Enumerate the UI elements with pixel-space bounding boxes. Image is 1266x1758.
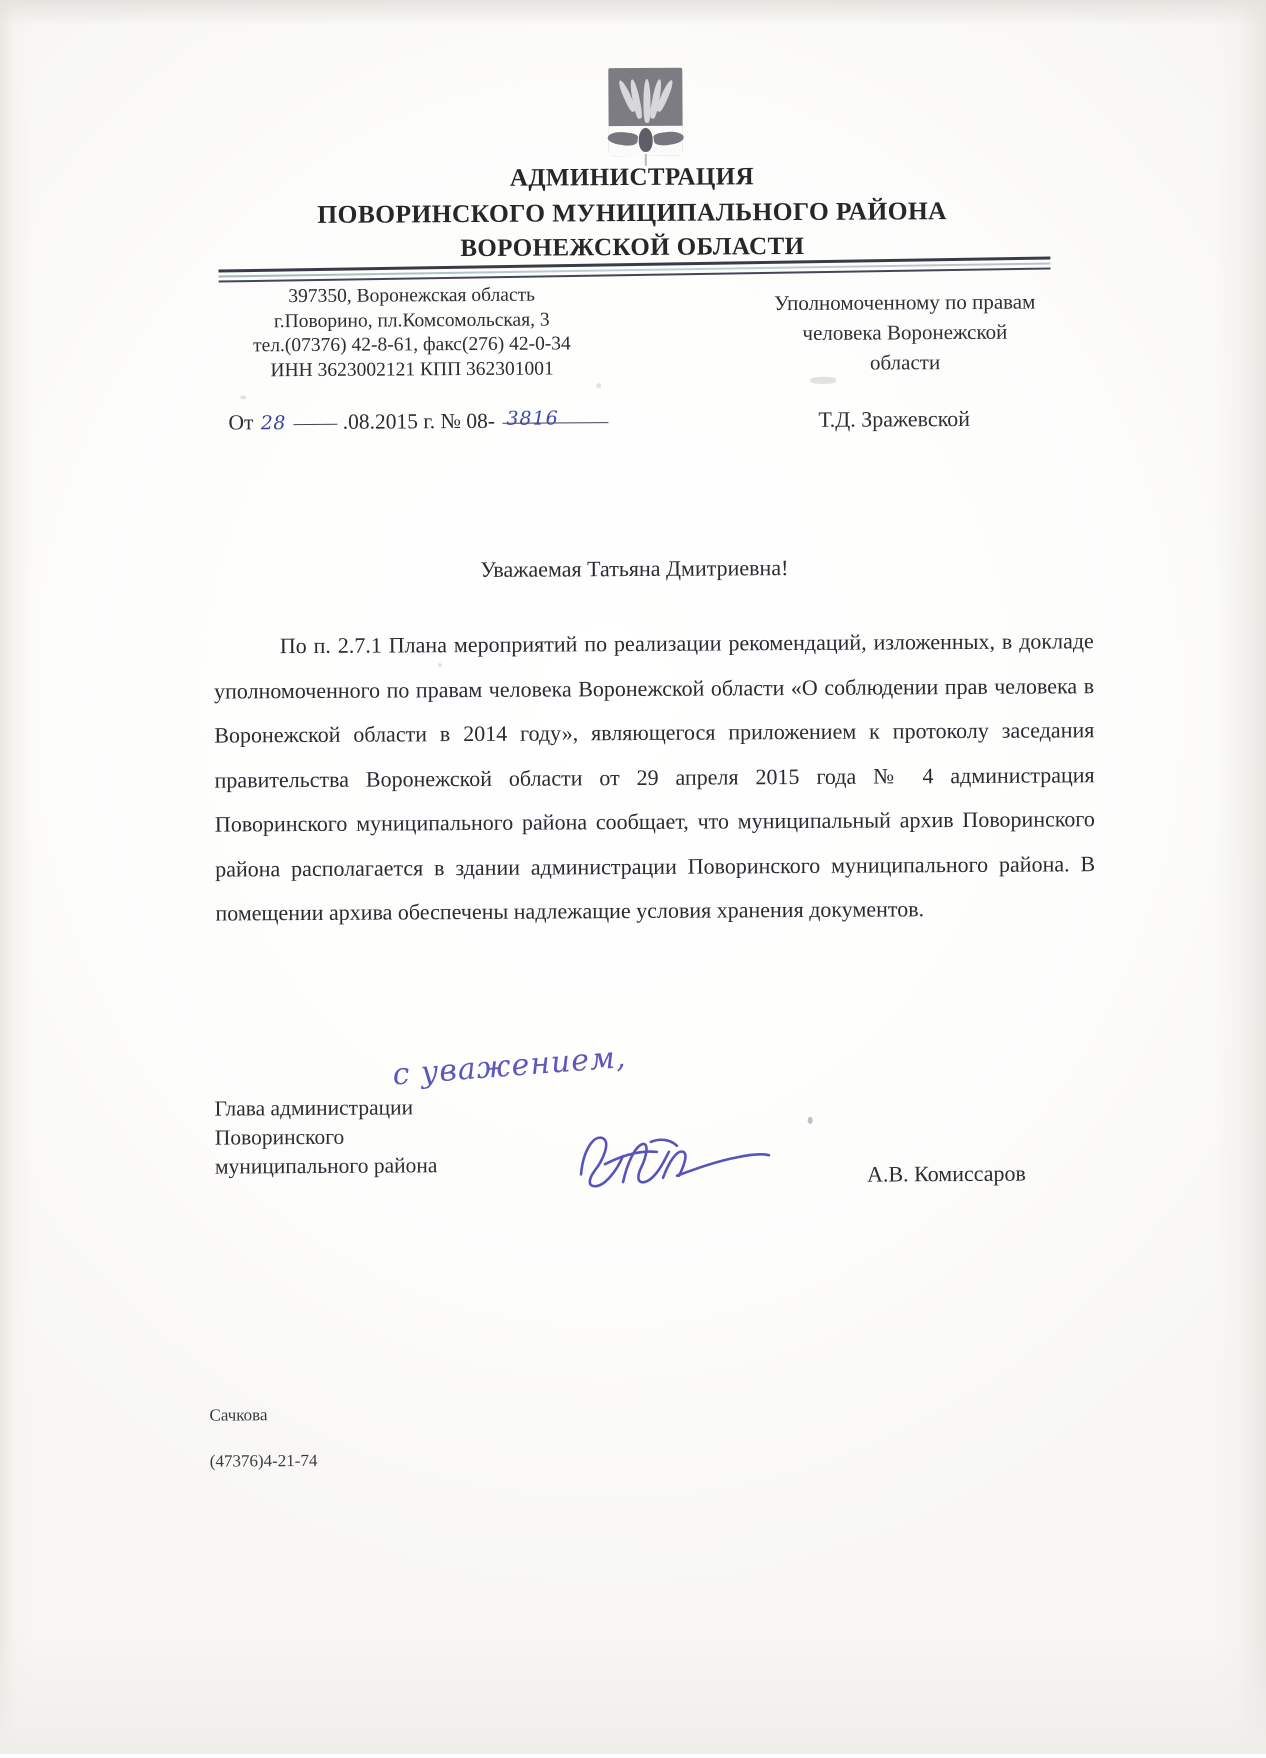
docline-prefix: От xyxy=(228,410,254,435)
docline-handwritten-number: 3816 xyxy=(506,407,559,430)
addressee-name: Т.Д. Зражевской xyxy=(818,405,971,432)
addressee-line-1: Уполномоченному по правам xyxy=(773,289,1036,316)
addressee-line-3: области xyxy=(869,350,941,375)
scan-edge-top xyxy=(0,0,1266,26)
coat-of-arms-emblem xyxy=(608,68,683,156)
signer-position: Глава администрации Поворинского муниципального района xyxy=(214,1095,438,1179)
document-date-number-line xyxy=(228,406,608,437)
requisites-phone-fax: тел.(07376) 42-8-61, факс(276) 42-0-34 xyxy=(253,333,571,357)
header-line-administration: АДМИНИСТРАЦИЯ xyxy=(509,163,755,192)
requisites-street-address: г.Поворино, пл.Комсомольская, 3 xyxy=(273,309,550,332)
organisation-requisites xyxy=(212,283,613,383)
handwritten-closing: с уважением, xyxy=(391,1039,628,1093)
addressee-block xyxy=(730,286,1081,378)
docline-month-year: .08.2015 г. № 08- xyxy=(342,408,496,434)
scan-edge-bottom xyxy=(0,1634,1266,1754)
signer-name: А.В. Комиссаров xyxy=(866,1160,1026,1187)
scan-edge-left xyxy=(0,0,34,1754)
organisation-header xyxy=(0,156,1265,269)
handwritten-signature xyxy=(565,1111,806,1202)
footer-typist: Сачкова xyxy=(209,1405,268,1425)
header-line-region: ВОРОНЕЖСКОЙ ОБЛАСТИ xyxy=(460,232,805,263)
body-paragraph: По п. 2.7.1 Плана мероприятий по реализации рекомендаций, изложенных, в докладе уполномоченного по правам человека Воронежской области «О соблюдении прав человека в Воронежской области в 2014 году», являющегося приложением к протоколу заседания правительства Воронежской области от 29 апреля 2015 года № 4 администрация Поворинского муниципального района сообщает, что муниципальный архив Поворинского района располагается в здании администрации Поворинского муниципального района. В помещении архива обеспечены надлежащие условия хранения документов. xyxy=(213,628,1096,926)
requisites-inn-kpp: ИНН 3623002121 КПП 362301001 xyxy=(270,357,554,381)
docline-handwritten-day: 28 xyxy=(260,412,287,435)
document-footer xyxy=(209,1380,317,1496)
addressee-line-2: человека Воронежской xyxy=(802,319,1008,345)
scan-edge-right xyxy=(1214,0,1266,1754)
footer-phone: (47376)4-21-74 xyxy=(209,1450,318,1471)
salutation: Уважаемая Татьяна Дмитриевна! xyxy=(480,555,789,582)
docline-day-underline xyxy=(293,424,337,425)
requisites-postal-region: 397350, Воронежская область xyxy=(288,284,536,308)
header-line-district: ПОВОРИНСКОГО МУНИЦИПАЛЬНОГО РАЙОНА xyxy=(317,196,948,229)
